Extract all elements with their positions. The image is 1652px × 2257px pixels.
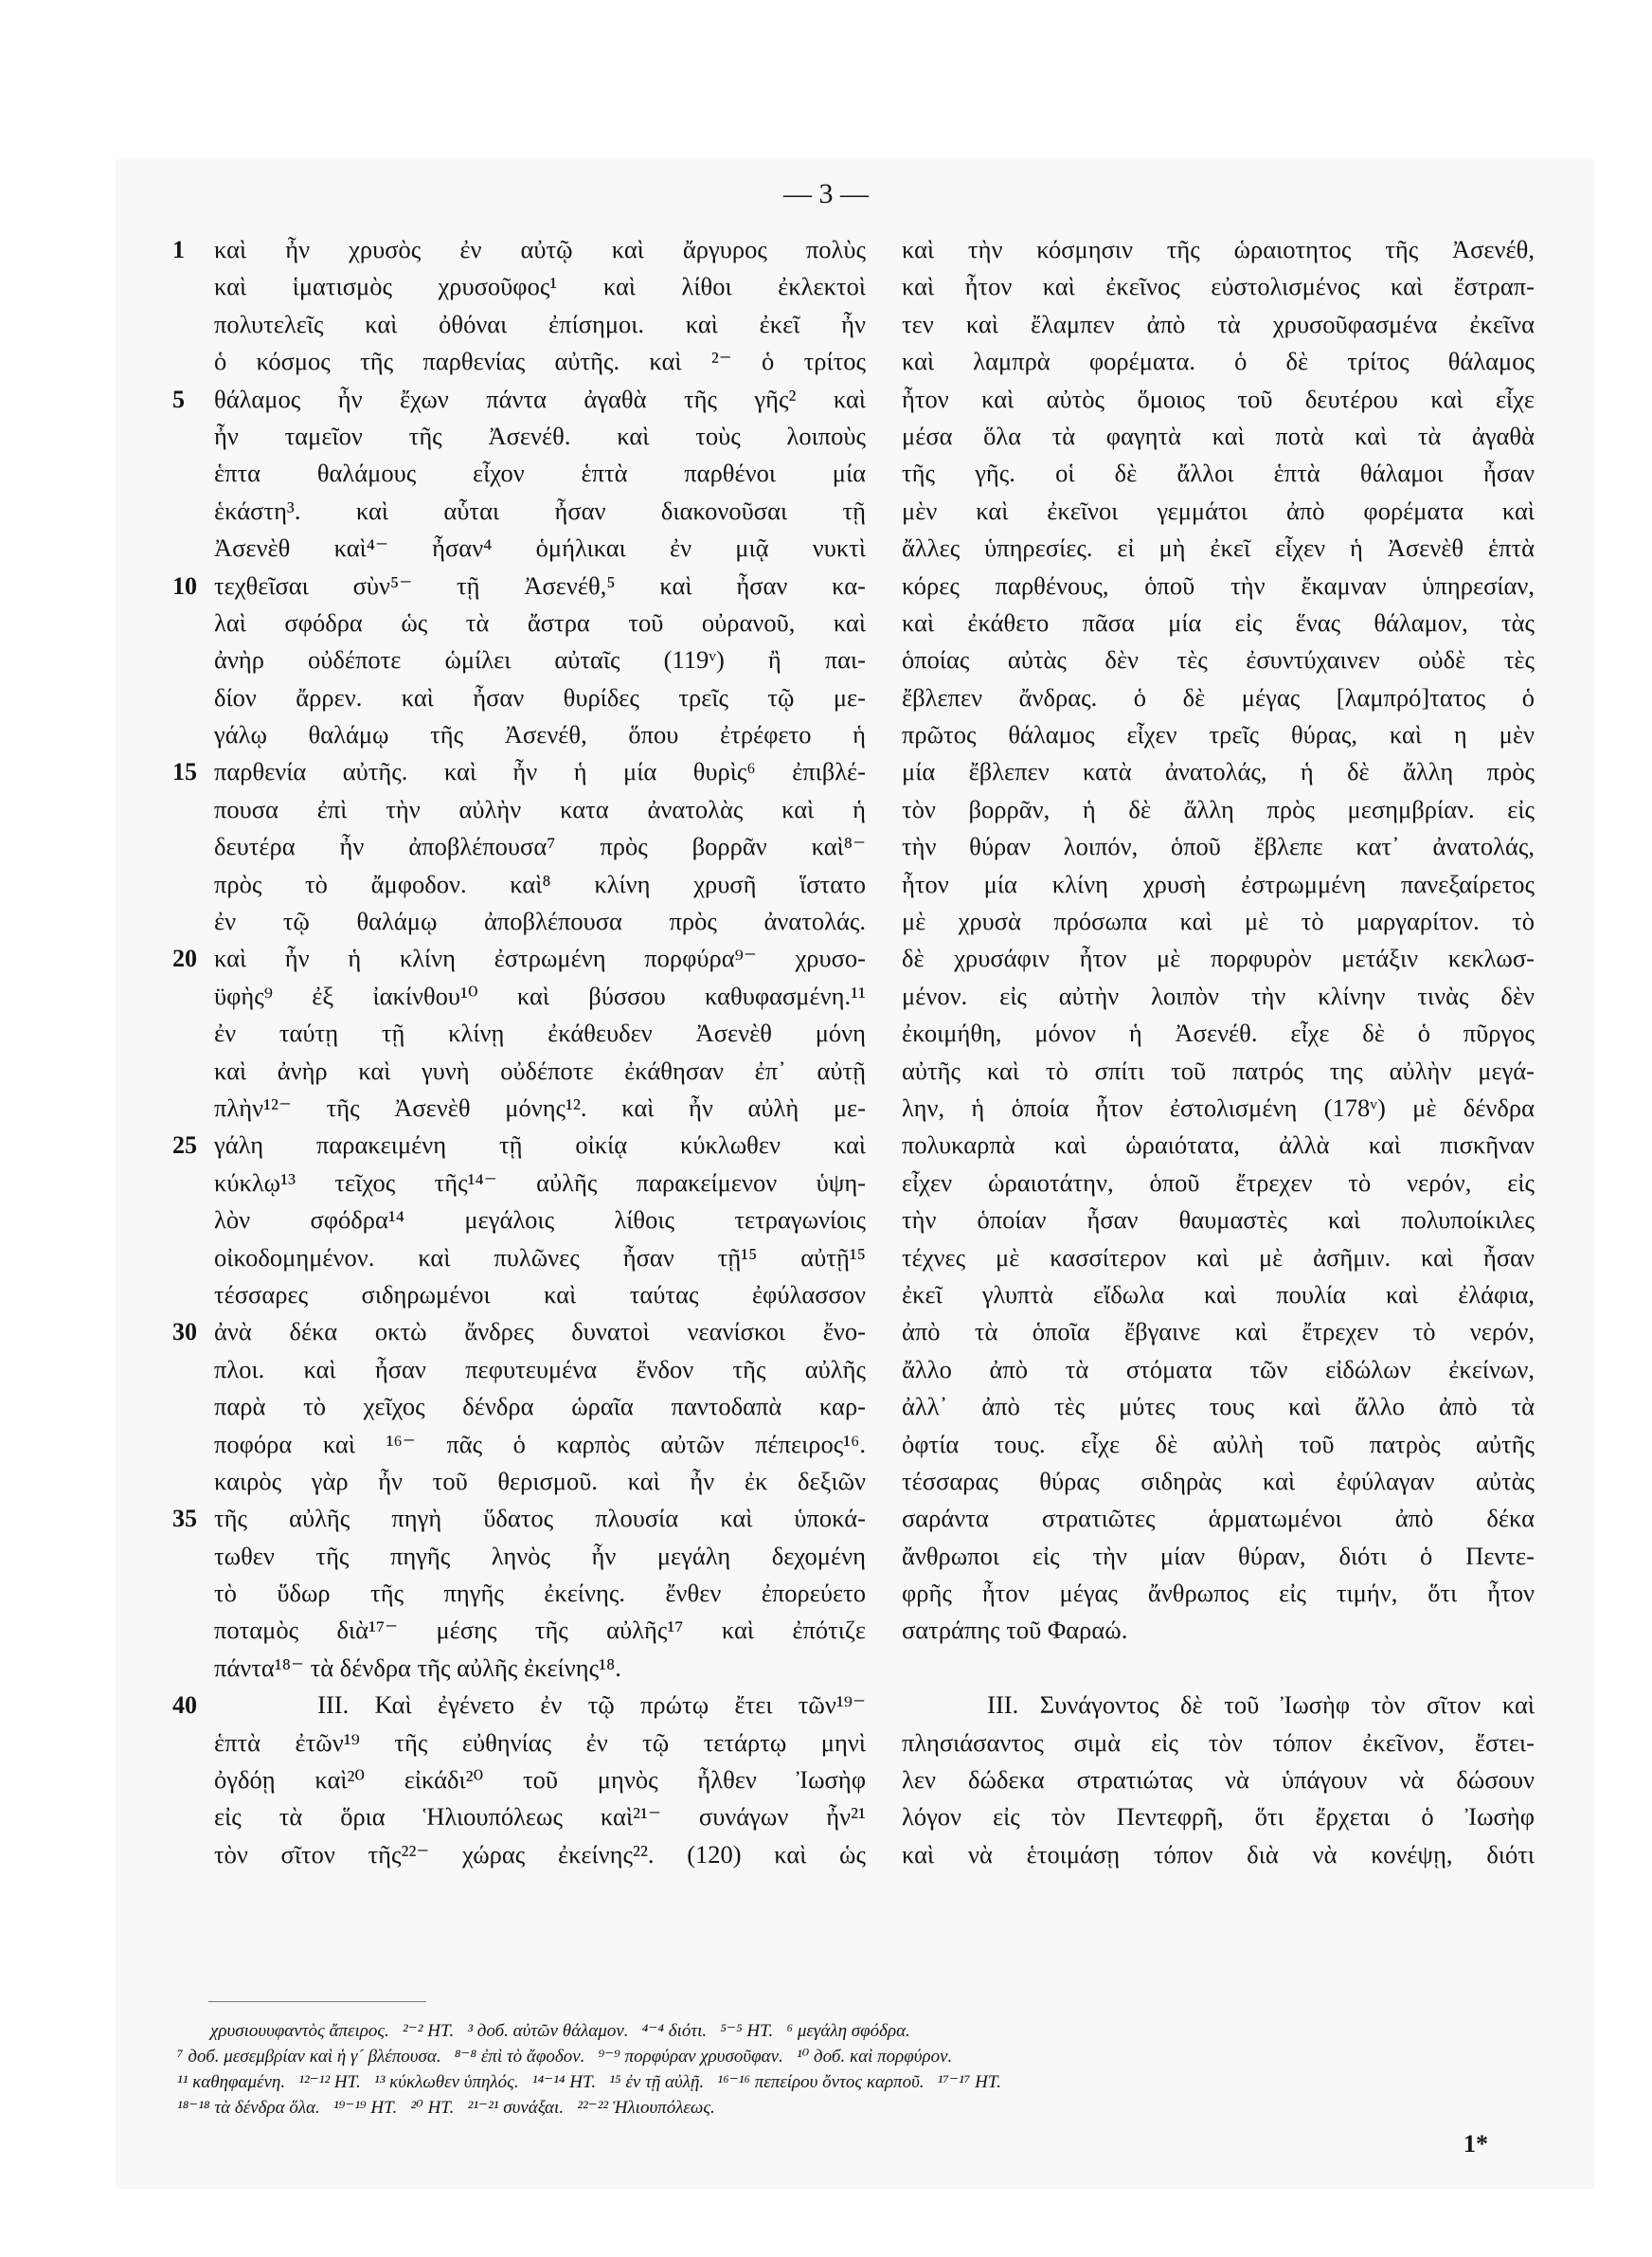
line-text: καιρὸς γὰρ ἦν τοῦ θερισμοῦ. καὶ ἦν ἐκ δεξιῶν <box>214 1466 866 1495</box>
text-line <box>214 1575 866 1612</box>
text-line: καὶ ἐκάθετο πᾶσα μία εἰς ἕνας θάλαμον, τὰς <box>902 607 1535 637</box>
text-line: μέσα ὅλα τὰ φαγητὰ καὶ ποτὰ καὶ τὰ ἀγαθὰ <box>902 421 1535 450</box>
text-line: τῆς γῆς. οἱ δὲ ἄλλοι ἑπτὰ θάλαμοι ἦσαν <box>902 459 1535 488</box>
line-number: 25 <box>172 1131 197 1160</box>
line-text: ἐν ταύτῃ τῇ κλίνῃ ἐκάθευδεν Ἀσενὲθ μόνη <box>214 1019 866 1048</box>
line-text: πάντα¹⁸⁻ τὰ δένδρα τῆς αὐλῆς ἐκείνης¹⁸. <box>214 1652 621 1682</box>
paragraph-gap <box>902 1650 1535 1687</box>
line-number: 1 <box>172 236 185 263</box>
line-number: 30 <box>172 1318 197 1346</box>
line-text: πλοι. καὶ ἦσαν πεφυτευμένα ἔνδον τῆς αὐλῆς <box>214 1354 866 1383</box>
text-line <box>214 1239 866 1276</box>
text-line: μένον. εἰς αὐτὴν λοιπὸν τὴν κλίνην τινὰς δὲν <box>902 981 1535 1010</box>
text-line <box>214 716 866 753</box>
line-text: ἀνὴρ οὐδέποτε ὡμίλει αὐταῖς (119ᵛ) ἢ παι- <box>214 645 866 675</box>
text-line <box>214 1836 866 1873</box>
page-number: — 3 — <box>783 178 869 209</box>
text-line <box>214 268 866 305</box>
line-text: πολυτελεῖς καὶ ὀθόναι ἐπίσημοι. καὶ ἐκεῖ ἦν <box>214 309 866 338</box>
left-column-text <box>172 231 866 1873</box>
line-text: καὶ ἦν χρυσὸς ἐν αὐτῷ καὶ ἄργυρος πολὺς <box>214 235 866 263</box>
text-line: τέσσαρας θύρας σιδηρὰς καὶ ἐφύλαγαν αὐτὰς <box>902 1466 1535 1495</box>
text-line <box>172 1313 866 1350</box>
line-text: ἑπτὰ ἐτῶν¹⁹ τῆς εὐθηνίας ἐν τῷ τετάρτῳ μηνὶ <box>214 1727 866 1757</box>
text-line <box>214 978 866 1015</box>
text-line: ὀφτία τους. εἶχε δὲ αὐλὴ τοῦ πατρὸς αὐτῆς <box>902 1429 1535 1458</box>
text-line <box>214 1538 866 1575</box>
line-text: ϋφὴς⁹ ἐξ ἰακίνθου¹⁰ καὶ βύσσου καθυφασμένη.¹¹ <box>214 981 866 1010</box>
text-line <box>214 866 866 903</box>
line-text: τῆς αὐλῆς πηγὴ ὕδατος πλουσία καὶ ὑποκά- <box>214 1504 866 1533</box>
text-line: τὴν ὁποίαν ἦσαν θαυμαστὲς καὶ πολυποίκιλες <box>902 1205 1535 1235</box>
text-line: μὲν καὶ ἐκεῖνοι γεμμάτοι ἀπὸ φορέματα καὶ <box>902 496 1535 525</box>
footnote-line: ⁷ доб. μεσεμβρίαν καὶ ἡ γ´ βλέπουσα. ⁸⁻⁸ ἐπὶ τὸ ἄφοδον. ⁹⁻⁹ πορφύραν χρυσοῦφαν. ¹⁰ доб. καὶ πορφύρον. <box>177 2047 953 2067</box>
text-line: ἐκεῖ γλυπτὰ εἴδωλα καὶ πουλία καὶ ἐλάφια, <box>902 1279 1535 1309</box>
signature-mark: 1* <box>1463 2130 1488 2158</box>
text-line <box>214 1650 866 1687</box>
footnote-line: χρυσιουυφαντὸς ἄπειρος. ²⁻² НТ. ³ доб. αὐτῶν θάλαμον. ⁴⁻⁴ διότι. ⁵⁻⁵ НТ. ⁶ μεγάλη σφόδρα. <box>210 2021 910 2041</box>
line-text: εἰς τὰ ὅρια Ἡλιουπόλεως καὶ²¹⁻ συνάγων ἦν²¹ <box>214 1802 866 1832</box>
text-line <box>172 381 866 418</box>
text-line: σατράπης τοῦ Φαραώ. <box>902 1616 1128 1645</box>
line-text: III. Καὶ ἐγένετο ἐν τῷ πρώτῳ ἔτει τῶν¹⁹⁻ <box>214 1690 866 1720</box>
text-line: πλησιάσαντος σιμὰ εἰς τὸν τόπον ἐκεῖνον, ἔστει- <box>902 1727 1535 1757</box>
line-text: λαὶ σφόδρα ὡς τὰ ἄστρα τοῦ οὐρανοῦ, καὶ <box>214 607 866 637</box>
text-line <box>214 1388 866 1425</box>
line-text: κύκλῳ¹³ τεῖχος τῆς¹⁴⁻ αὐλῆς παρακείμενον ὑψη- <box>214 1167 866 1197</box>
line-number: 35 <box>172 1505 197 1533</box>
text-line: ἀπὸ τὰ ὁποῖα ἔβγαινε καὶ ἔτρεχεν τὸ νερόν, <box>902 1317 1535 1346</box>
text-line <box>214 1053 866 1090</box>
line-text: ποφόρα καὶ ¹⁶⁻ πᾶς ὁ καρπὸς αὐτῶν πέπειρος¹⁶. <box>214 1429 866 1458</box>
text-line: τέχνες μὲ κασσίτερον καὶ μὲ ἀσῆμιν. καὶ ἦσαν <box>902 1242 1535 1272</box>
text-line: τεν καὶ ἔλαμπεν ἀπὸ τὰ χρυσοῦφασμένα ἐκεῖνα <box>902 309 1535 338</box>
text-line: κόρες παρθένους, ὁποῦ τὴν ἔκαμναν ὑπηρεσίαν, <box>902 570 1535 600</box>
text-line: εἶχεν ὡραιοτάτην, ὁποῦ ἔτρεχεν τὸ νερόν, εἰς <box>902 1167 1535 1197</box>
line-text: ὀγδόῃ καὶ²⁰ εἰκάδι²⁰ τοῦ μηνὸς ἦλθεν Ἰωσὴφ <box>214 1765 866 1795</box>
line-text: ἦν ταμεῖον τῆς Ἀσενέθ. καὶ τοὺς λοιποὺς <box>214 421 866 450</box>
text-line <box>214 903 866 940</box>
text-line: καὶ νὰ ἑτοιμάσῃ τόπον διὰ νὰ κονέψῃ, διότι <box>902 1839 1535 1869</box>
text-line: λεν δώδεκα στρατιώτας νὰ ὑπάγουν νὰ δώσουν <box>902 1765 1535 1795</box>
footnote-line: ¹⁸⁻¹⁸ τὰ δένδρα ὅλα. ¹⁹⁻¹⁹ НТ. ²⁰ НТ. ²¹⁻²¹ συνάξαι. ²²⁻²² Ἡλιουπόλεως. <box>177 2098 715 2118</box>
line-number: 10 <box>172 571 197 600</box>
line-text: οἰκοδομημένον. καὶ πυλῶνες ἦσαν τῇ¹⁵ αὐτῇ¹⁵ <box>214 1242 866 1272</box>
text-line: φρῆς ἦτον μέγας ἄνθρωπος εἰς τιμήν, ὅτι ἦτον <box>902 1579 1535 1608</box>
footnote-divider <box>208 2001 426 2002</box>
text-line <box>214 418 866 455</box>
line-text: τὸν σῖτον τῆς²²⁻ χώρας ἐκείνης²². (120) καὶ ὡς <box>214 1839 866 1869</box>
text-line: αὐτῆς καὶ τὸ σπίτι τοῦ πατρός της αὐλὴν μεγά- <box>902 1056 1535 1085</box>
text-line: καὶ λαμπρὰ φορέματα. ὁ δὲ τρίτος θάλαμος <box>902 347 1535 376</box>
line-text: τὸ ὕδωρ τῆς πηγῆς ἐκείνης. ἔνθεν ἐπορεύετο <box>214 1579 866 1608</box>
footnotes <box>177 2018 1522 2121</box>
line-text: πρὸς τὸ ἄμφοδον. καὶ⁸ κλίνη χρυσῆ ἵστατο <box>214 869 866 898</box>
text-line: λην, ἡ ὁποία ἦτον ἐστολισμένη (178ᵛ) μὲ δένδρα <box>902 1092 1535 1122</box>
line-text: τωθεν τῆς πηγῆς ληνὸς ἦν μεγάλη δεχομένη <box>214 1541 866 1570</box>
line-text: δίον ἄρρεν. καὶ ἦσαν θυρίδες τρεῖς τῷ με- <box>214 682 866 712</box>
text-line: μία ἔβλεπεν κατὰ ἀνατολάς, ἡ δὲ ἄλλη πρὸς <box>902 757 1535 786</box>
line-text: τέσσαρες σιδηρωμένοι καὶ ταύτας ἐφύλασσον <box>214 1279 866 1309</box>
text-line: III. Συνάγοντος δὲ τοῦ Ἰωσὴφ τὸν σῖτον καὶ <box>902 1690 1535 1720</box>
text-line: ἦτον μία κλίνη χρυσὴ ἐστρωμμένη πανεξαίρετος <box>902 869 1535 898</box>
text-line: ἐκοιμήθη, μόνον ἡ Ἀσενέθ. εἶχε δὲ ὁ πῦργος <box>902 1019 1535 1048</box>
text-line: καὶ τὴν κόσμησιν τῆς ὡραιοτητος τῆς Ἀσενέθ, <box>902 235 1535 263</box>
text-line: πολυκαρπὰ καὶ ὡραιότατα, ἀλλὰ καὶ πισκῆναν <box>902 1130 1535 1160</box>
text-line <box>214 1463 866 1500</box>
line-number: 15 <box>172 758 197 786</box>
text-line <box>214 828 866 865</box>
text-line <box>214 1351 866 1388</box>
line-text: ὁ κόσμος τῆς παρθενίας αὐτῆς. καὶ ²⁻ ὁ τρίτος <box>214 347 866 376</box>
text-line <box>172 1127 866 1164</box>
text-line <box>214 493 866 530</box>
text-line <box>214 1612 866 1649</box>
text-line: ἄλλο ἀπὸ τὰ στόματα τῶν εἰδώλων ἐκείνων, <box>902 1354 1535 1383</box>
text-line <box>214 343 866 380</box>
line-text: πουσα ἐπὶ τὴν αὐλὴν κατα ἀνατολὰς καὶ ἡ <box>214 794 866 823</box>
text-line <box>214 455 866 492</box>
line-text: τεχθεῖσαι σὺν⁵⁻ τῇ Ἀσενέθ,⁵ καὶ ἦσαν κα- <box>214 570 866 600</box>
line-text: ἑκάστη³. καὶ αὗται ἦσαν διακονοῦσαι τῇ <box>214 496 866 525</box>
text-line: καὶ ἦτον καὶ ἐκεῖνος εὐστολισμένος καὶ ἔστραπ- <box>902 272 1535 301</box>
text-line <box>172 1687 866 1724</box>
text-line <box>214 1276 866 1313</box>
text-line <box>214 679 866 716</box>
text-line: ὁποίας αὐτὰς δὲν τὲς ἐσυντύχαινεν οὐδὲ τὲς <box>902 645 1535 675</box>
text-line: πρῶτος θάλαμος εἶχεν τρεῖς θύρας, καὶ η μὲν <box>902 720 1535 749</box>
text-line: ἄνθρωποι εἰς τὴν μίαν θύραν, διότι ὁ Πεντε- <box>902 1541 1535 1570</box>
line-text: Ἀσενὲθ καὶ⁴⁻ ἦσαν⁴ ὁμήλικαι ἐν μιᾷ νυκτὶ <box>214 533 866 563</box>
line-text: πλὴν¹²⁻ τῆς Ἀσενὲθ μόνης¹². καὶ ἦν αὐλὴ με- <box>214 1092 866 1122</box>
text-line <box>214 1165 866 1201</box>
text-line: μὲ χρυσὰ πρόσωπα καὶ μὲ τὸ μαργαρίτον. τὸ <box>902 907 1535 936</box>
line-text: γάλη παρακειμένη τῇ οἰκίᾳ κύκλωθεν καὶ <box>214 1130 866 1160</box>
line-text: ἀνὰ δέκα οκτὼ ἄνδρες δυνατοὶ νεανίσκοι ἔνο- <box>214 1317 866 1346</box>
text-line: σαράντα στρατιῶτες ἁρματωμένοι ἀπὸ δέκα <box>902 1504 1535 1533</box>
text-line: λόγον εἰς τὸν Πεντεφρῆ, ὅτι ἔρχεται ὁ Ἰωσὴφ <box>902 1802 1535 1832</box>
text-line: τὸν βορρᾶν, ἡ δὲ ἄλλη πρὸς μεσημβρίαν. εἰς <box>902 794 1535 823</box>
right-column-text <box>902 231 1535 1873</box>
line-text: παρθενία αὐτῆς. καὶ ἦν ἡ μία θυρὶς⁶ ἐπιβλέ- <box>214 757 866 786</box>
line-number: 40 <box>172 1691 197 1720</box>
line-text: καὶ ἱματισμὸς χρυσοῦφος¹ καὶ λίθοι ἐκλεκτοὶ <box>214 272 866 301</box>
line-text: δευτέρα ἦν ἀποβλέπουσα⁷ πρὸς βορρᾶν καὶ⁸⁻ <box>214 832 866 861</box>
line-number: 5 <box>172 385 185 413</box>
line-text: ἐν τῷ θαλάμῳ ἀποβλέπουσα πρὸς ἀνατολάς. <box>214 907 866 936</box>
text-line <box>172 940 866 977</box>
text-line <box>214 1015 866 1052</box>
text-line <box>172 231 866 268</box>
line-text: παρὰ τὸ χεῖχος δένδρα ὡραῖα παντοδαπὰ καρ- <box>214 1392 866 1421</box>
text-line <box>214 1090 866 1127</box>
text-line: ἦτον καὶ αὐτὸς ὅμοιος τοῦ δευτέρου καὶ εἶχε <box>902 384 1535 413</box>
text-line: τὴν θύραν λοιπόν, ὁποῦ ἔβλεπε κατ᾽ ἀνατολάς, <box>902 832 1535 861</box>
footnote-line: ¹¹ καθηφαμένη. ¹²⁻¹² НТ. ¹³ κύκλωθεν ὑπηλός. ¹⁴⁻¹⁴ НТ. ¹⁵ ἐν τῇ αὐλῇ. ¹⁶⁻¹⁶ πεπείρου ὄντος καρποῦ. ¹⁷⁻¹⁷ НТ. <box>177 2072 1002 2092</box>
text-line <box>172 1500 866 1537</box>
text-line: ἄλλες ὑπηρεσίες. εἰ μὴ ἐκεῖ εἶχεν ἡ Ἀσενὲθ ἑπτὰ <box>902 533 1535 563</box>
line-text: ποταμὸς διὰ¹⁷⁻ μέσης τῆς αὐλῆς¹⁷ καὶ ἐπότιζε <box>214 1616 866 1645</box>
line-text: γάλῳ θαλάμῳ τῆς Ἀσενέθ, ὅπου ἐτρέφετο ἡ <box>214 720 866 749</box>
text-line <box>214 306 866 343</box>
text-line <box>214 1724 866 1761</box>
line-text: καὶ ἀνὴρ καὶ γυνὴ οὐδέποτε ἐκάθησαν ἐπ᾽ αὐτῇ <box>214 1056 866 1085</box>
text-line: ἀλλ᾽ ἀπὸ τὲς μύτες τους καὶ ἄλλο ἀπὸ τὰ <box>902 1392 1535 1421</box>
text-line <box>214 605 866 641</box>
text-line <box>214 1201 866 1238</box>
text-line <box>172 568 866 605</box>
line-text: ἑπτα θαλάμους εἶχον ἑπτὰ παρθένοι μία <box>214 459 866 488</box>
text-line <box>214 530 866 567</box>
line-text: καὶ ἦν ἡ κλίνη ἐστρωμένη πορφύρα⁹⁻ χρυσο- <box>214 944 866 973</box>
line-number: 20 <box>172 945 197 973</box>
text-line: ἔβλεπεν ἄνδρας. ὁ δὲ μέγας [λαμπρό]τατος ὁ <box>902 682 1535 712</box>
text-line <box>214 791 866 828</box>
text-line <box>214 1426 866 1463</box>
line-text: λὸν σφόδρα¹⁴ μεγάλοις λίθοις τετραγωνίοις <box>214 1205 866 1235</box>
text-line <box>172 753 866 790</box>
text-line: δὲ χρυσάφιν ἦτον μὲ πορφυρὸν μετάξιν κεκλωσ- <box>902 944 1535 973</box>
text-line <box>214 1798 866 1835</box>
line-text: θάλαμος ἦν ἔχων πάντα ἀγαθὰ τῆς γῆς² καὶ <box>214 384 866 413</box>
text-line <box>214 1761 866 1798</box>
text-line <box>214 641 866 678</box>
